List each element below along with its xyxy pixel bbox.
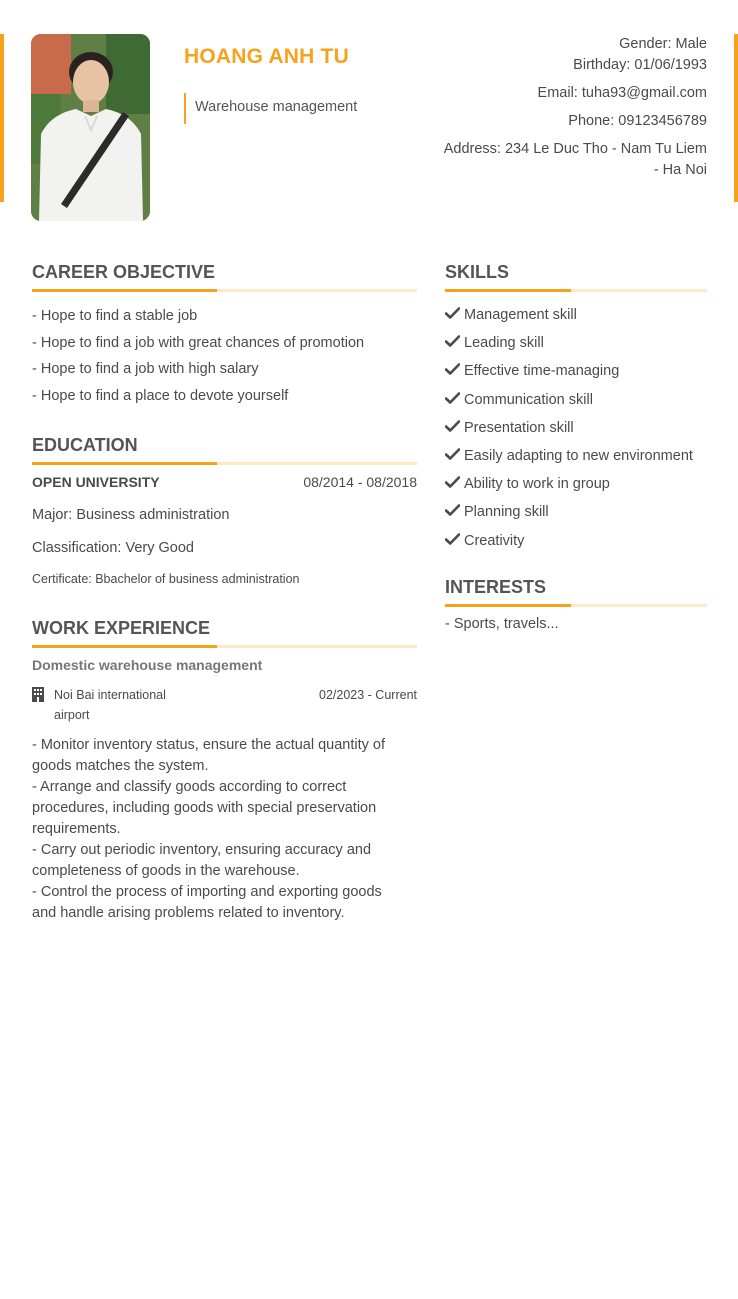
skill-item bbox=[445, 470, 707, 498]
description-line: - Monitor inventory status, ensure the actual quantity of bbox=[32, 737, 386, 753]
company bbox=[32, 685, 192, 725]
skill-item bbox=[445, 527, 707, 555]
description-line: goods matches the system. bbox=[32, 758, 209, 774]
school-name: OPEN UNIVERSITY bbox=[32, 474, 160, 490]
education-date: 08/2014 - 08/2018 bbox=[303, 474, 417, 490]
description-line: completeness of goods in the warehouse. bbox=[32, 863, 300, 879]
job-meta bbox=[32, 685, 417, 725]
section-title bbox=[445, 262, 707, 289]
title-underline bbox=[445, 289, 571, 292]
interests-title: INTERESTS bbox=[445, 576, 547, 597]
profile-photo bbox=[31, 34, 150, 221]
education-header bbox=[32, 474, 417, 490]
check-icon bbox=[445, 476, 464, 492]
address-line-2: - Ha Noi bbox=[653, 162, 707, 178]
address-line-1: Address: 234 Le Duc Tho - Nam Tu Liem bbox=[443, 141, 707, 157]
objective-list bbox=[32, 303, 417, 409]
email: Email: tuha93@gmail.com bbox=[537, 85, 707, 101]
skill-label: Communication skill bbox=[464, 391, 593, 408]
phone: Phone: 09123456789 bbox=[568, 113, 707, 129]
title-underline bbox=[32, 645, 217, 648]
description-line: - Arrange and classify goods according to correct bbox=[32, 779, 347, 795]
skill-label: Planning skill bbox=[464, 504, 549, 521]
candidate-name: HOANG ANH TU bbox=[184, 45, 349, 68]
company-line-1: Noi Bai international bbox=[54, 688, 166, 702]
skill-item bbox=[445, 386, 707, 414]
education-title: EDUCATION bbox=[32, 435, 138, 455]
description-line: - Carry out periodic inventory, ensuring accuracy and bbox=[32, 842, 372, 858]
certificate: Certificate: Bbachelor of business administration bbox=[32, 572, 300, 586]
check-icon bbox=[445, 363, 464, 379]
check-icon bbox=[445, 420, 464, 436]
section-title bbox=[445, 577, 707, 604]
description-line: - Control the process of importing and exporting goods bbox=[32, 884, 382, 900]
title-underline bbox=[32, 289, 217, 292]
job-date: 02/2023 - Current bbox=[319, 688, 417, 702]
skill-item bbox=[445, 329, 707, 357]
skills-title: SKILLS bbox=[445, 262, 510, 282]
check-icon bbox=[445, 504, 464, 520]
list-item: - Hope to find a stable job bbox=[32, 308, 198, 324]
left-column bbox=[32, 262, 417, 924]
skill-label: Effective time-managing bbox=[464, 363, 620, 380]
building-icon bbox=[32, 685, 54, 725]
section-title bbox=[32, 435, 417, 462]
check-icon bbox=[445, 533, 464, 549]
classification: Classification: Very Good bbox=[32, 540, 194, 556]
birthday: Birthday: 01/06/1993 bbox=[573, 57, 707, 73]
check-icon bbox=[445, 335, 464, 351]
job-description bbox=[32, 735, 417, 924]
company-line-2: airport bbox=[54, 708, 90, 722]
interests-section bbox=[445, 577, 707, 632]
gender: Gender: Male bbox=[619, 36, 707, 52]
job-role: Domestic warehouse management bbox=[32, 657, 263, 673]
description-line: requirements. bbox=[32, 821, 121, 837]
skill-item bbox=[445, 498, 707, 526]
skills-section bbox=[445, 262, 707, 555]
contact-info bbox=[417, 34, 707, 181]
work-experience-title: WORK EXPERIENCE bbox=[32, 618, 211, 638]
list-item: - Hope to find a place to devote yourself bbox=[32, 387, 289, 404]
right-column bbox=[445, 262, 707, 632]
skill-label: Management skill bbox=[464, 307, 577, 324]
title-underline bbox=[445, 604, 571, 607]
skill-item bbox=[445, 442, 707, 470]
company-name bbox=[54, 685, 166, 725]
skill-label: Creativity bbox=[464, 532, 525, 549]
list-item: - Hope to find a job with great chances of promotion bbox=[32, 334, 365, 351]
section-title bbox=[32, 262, 417, 289]
skill-item bbox=[445, 301, 707, 329]
skill-label: Easily adapting to new environment bbox=[464, 448, 693, 465]
section-title bbox=[32, 618, 417, 645]
left-accent-bar bbox=[0, 34, 4, 202]
skill-label: Ability to work in group bbox=[464, 476, 610, 493]
skill-label: Leading skill bbox=[464, 335, 544, 352]
check-icon bbox=[445, 307, 464, 323]
education-section bbox=[32, 435, 417, 586]
title-underline bbox=[32, 462, 217, 465]
career-objective-section bbox=[32, 262, 417, 409]
list-item: - Hope to find a job with high salary bbox=[32, 361, 259, 377]
description-line: procedures, including goods with special preservation bbox=[32, 800, 377, 816]
skill-item bbox=[445, 357, 707, 385]
description-line: and handle arising problems related to inventory. bbox=[32, 905, 345, 921]
job-position: Warehouse management bbox=[184, 93, 357, 124]
check-icon bbox=[445, 448, 464, 464]
career-objective-title: CAREER OBJECTIVE bbox=[32, 262, 216, 282]
major: Major: Business administration bbox=[32, 507, 230, 523]
interests-text: - Sports, travels... bbox=[445, 615, 559, 632]
check-icon bbox=[445, 392, 464, 408]
skill-item bbox=[445, 414, 707, 442]
right-accent-bar bbox=[734, 34, 738, 202]
skill-label: Presentation skill bbox=[464, 419, 574, 436]
skills-list bbox=[445, 301, 707, 555]
work-experience-section bbox=[32, 618, 417, 924]
